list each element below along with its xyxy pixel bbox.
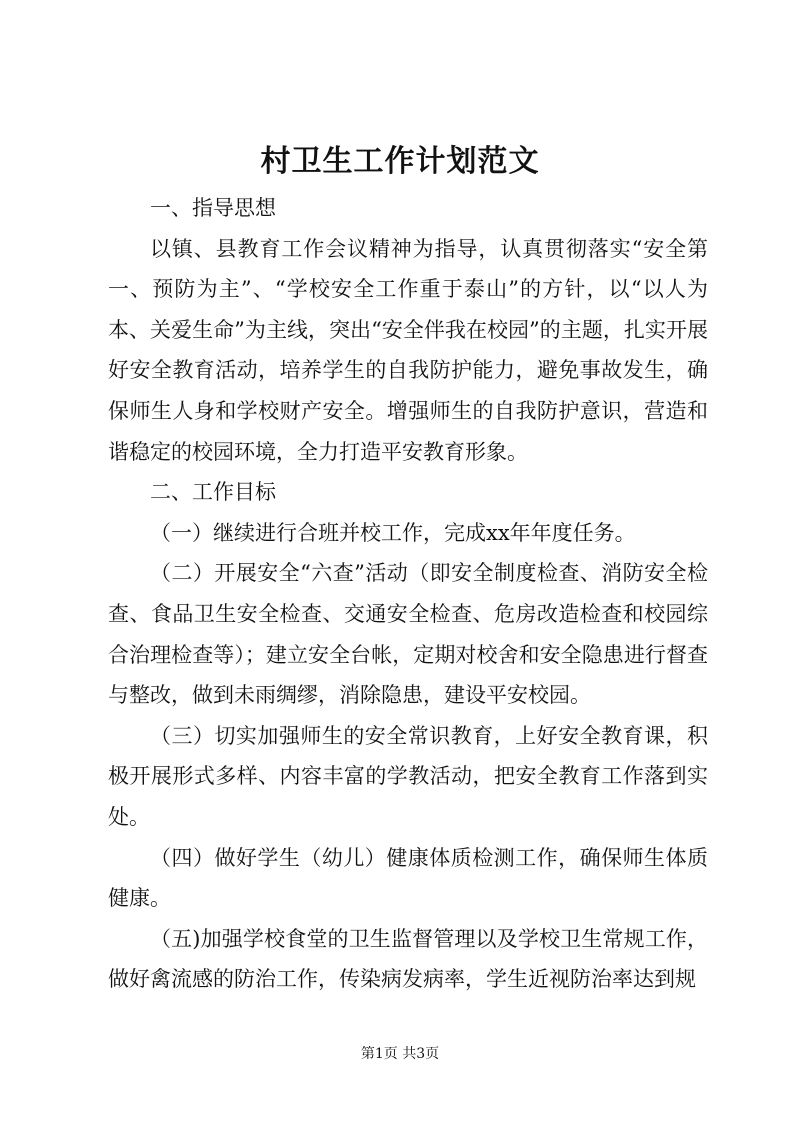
goal-item-5: （五)加强学校食堂的卫生监督管理以及学校卫生常规工作，做好禽流感的防治工作，传染病发病率，学生近视防治率达到规 — [108, 926, 708, 992]
paragraph-guiding-ideology: 以镇、县教育工作会议精神为指导，认真贯彻落实“安全第一、预防为主”、“学校安全工作重于泰山”的方针，以“以人为本、关爱生命”为主线，突出“安全伴我在校园”的主题，扎实开展好安全教育活动，培养学生的自我防护能力，避免事故发生，确保师生人身和学校财产安全。增强师生的自我防护意识，营造和谐稳定的校园环境，全力打造平安教育形象。 — [108, 236, 708, 464]
goal-item-2: （二）开展安全“六查”活动（即安全制度检查、消防安全检查、食品卫生安全检查、交通安全检查、危房改造检查和校园综合治理检查等）；建立安全台帐，定期对校舍和安全隐患进行督查与整改，做到未雨绸缪，消除隐患，建设平安校园。 — [108, 561, 708, 708]
document-title: 村卫生工作计划范文 — [260, 144, 540, 179]
goal-item-4: （四）做好学生（幼儿）健康体质检测工作，确保师生体质健康。 — [108, 845, 708, 911]
section-heading-guiding-ideology: 一、指导思想 — [150, 196, 276, 220]
goal-item-3: （三）切实加强师生的安全常识教育，上好安全教育课，积极开展形式多样、内容丰富的学教活动，把安全教育工作落到实处。 — [108, 723, 708, 829]
document-body — [108, 188, 708, 1000]
goal-item-1: （一）继续进行合班并校工作，完成xx年年度任务。 — [150, 520, 636, 545]
page-footer: 第1页 共3页 — [360, 1046, 440, 1062]
section-heading-work-goals: 二、工作目标 — [150, 480, 276, 505]
